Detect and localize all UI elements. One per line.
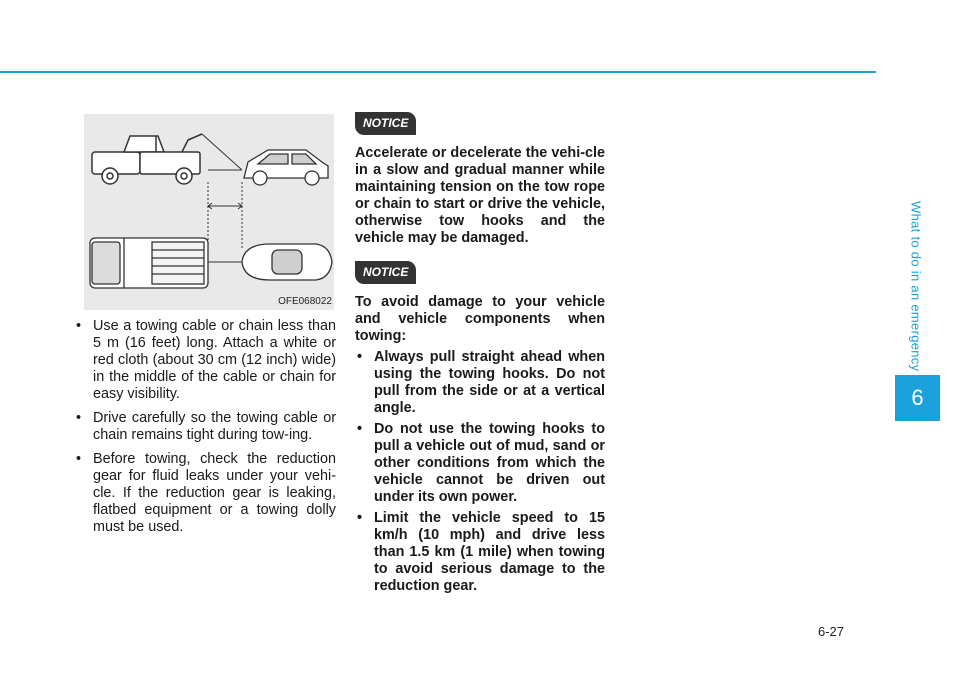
list-item: • Use a towing cable or chain less than 5 m (16 feet) long. Attach a white or red cloth (about 30 cm (12 inch) wide) in the middle of the cable or chain for easy visibility. bbox=[74, 318, 336, 403]
top-rule bbox=[0, 71, 876, 73]
tow-distance-markers bbox=[208, 170, 242, 262]
towing-tips-list bbox=[74, 318, 336, 536]
page-number: 6-27 bbox=[818, 624, 845, 639]
right-column bbox=[355, 112, 605, 599]
notice-badge: NOTICE bbox=[355, 112, 416, 135]
figure-code: OFE068022 bbox=[278, 296, 332, 307]
notice-text: Accelerate or decelerate the vehi-cle in a slow and gradual manner while maintaining tension on the tow rope or chain to start or drive the vehicle, otherwise tow hooks and the vehicle may be damaged. bbox=[355, 145, 605, 246]
tow-truck-icon bbox=[92, 134, 242, 184]
notice-list bbox=[355, 349, 605, 595]
list-item: • Do not use the towing hooks to pull a vehicle out of mud, sand or other conditions from which the vehicle cannot be driven out under its own power. bbox=[355, 421, 605, 506]
list-item: • Limit the vehicle speed to 15 km/h (10 mph) and drive less than 1.5 km (1 mile) when towing to avoid serious damage to the reduction gear. bbox=[355, 510, 605, 595]
list-item: • Before towing, check the reduction gear for fluid leaks under your vehi-cle. If the reduction gear is leaking, flatbed equipment or a towing dolly must be used. bbox=[74, 451, 336, 536]
suv-icon bbox=[244, 150, 328, 185]
sedan-icon bbox=[242, 244, 332, 280]
tow-truck-top-icon bbox=[90, 238, 208, 288]
chapter-title: What to do in an emergency bbox=[908, 200, 924, 372]
notice-badge: NOTICE bbox=[355, 261, 416, 284]
towing-illustration bbox=[84, 114, 334, 310]
left-column bbox=[74, 318, 336, 543]
notice-text: To avoid damage to your vehicle and vehicle components when towing: bbox=[355, 294, 605, 344]
chapter-tab: 6 bbox=[895, 375, 940, 421]
list-item: • Drive carefully so the towing cable or chain remains tight during tow-ing. bbox=[74, 410, 336, 444]
towing-figure bbox=[84, 114, 334, 310]
list-item: • Always pull straight ahead when using the towing hooks. Do not pull from the side or at a vertical angle. bbox=[355, 349, 605, 417]
